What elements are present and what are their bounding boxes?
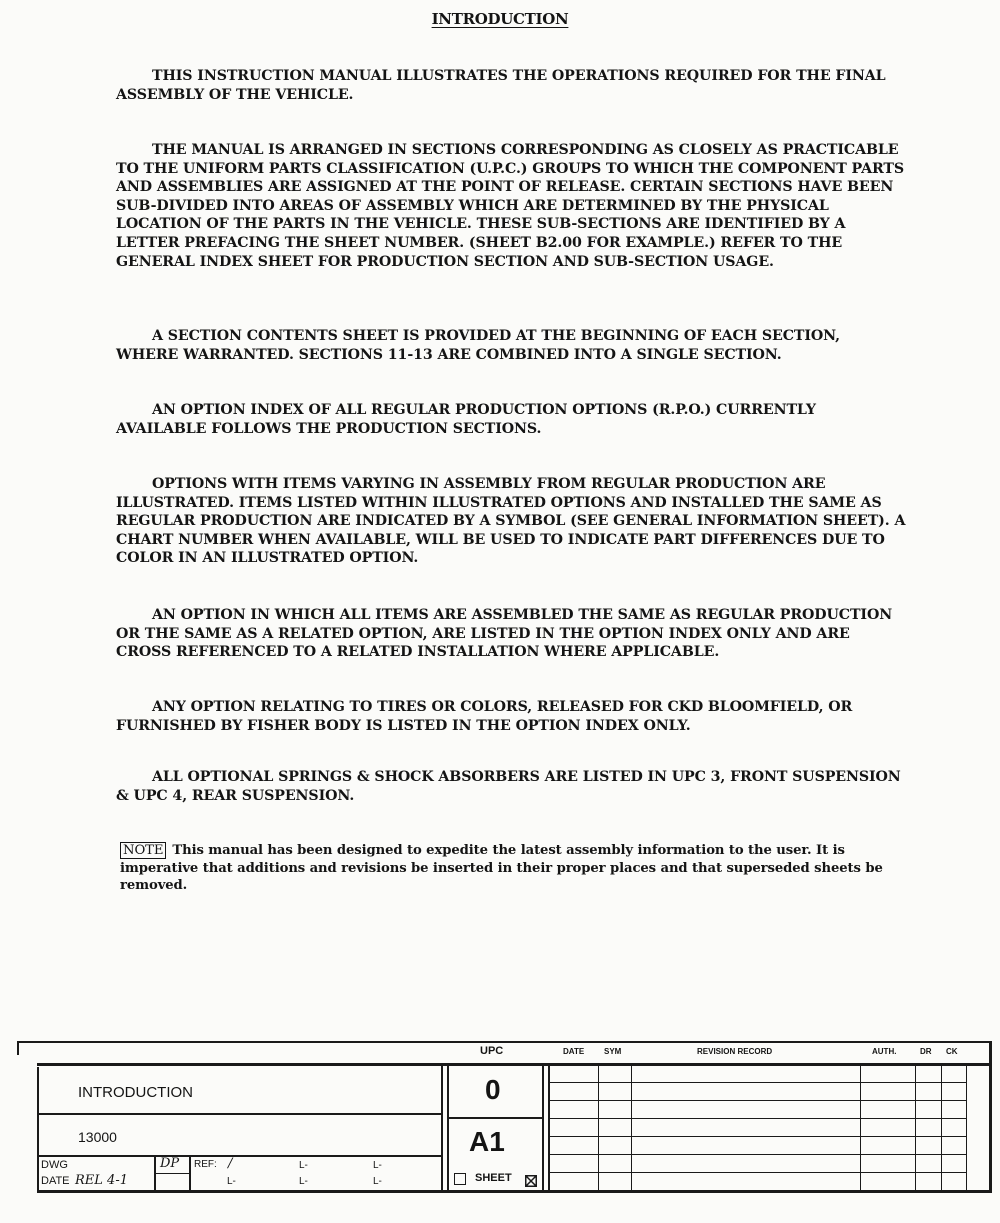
note-text: This manual has been designed to expedite the latest assembly information to the user. It is imperative that additions and revisions be inserted in their proper places and that superseded sheets be removed. xyxy=(120,843,883,893)
paragraph-section-contents: A SECTION CONTENTS SHEET IS PROVIDED AT THE BEGINNING OF EACH SECTION, WHERE WARRANTED. SECTIONS 11-13 ARE COMBINED INTO A SINGLE SECTION. xyxy=(116,328,840,363)
page-title: INTRODUCTION xyxy=(431,10,569,28)
paragraph-tires-colors: ANY OPTION RELATING TO TIRES OR COLORS, RELEASED FOR CKD BLOOMFIELD, OR FURNISHED BY FISHER BODY IS LISTED IN THE OPTION INDEX ONLY. xyxy=(116,699,853,734)
checkbox-icon xyxy=(454,1173,466,1185)
date-value: REL 4-1 xyxy=(75,1173,128,1188)
revision-record-header: REVISION RECORD xyxy=(697,1047,773,1056)
revision-dr-header: DR xyxy=(920,1047,932,1056)
paragraph-arrangement: THE MANUAL IS ARRANGED IN SECTIONS CORRESPONDING AS CLOSELY AS PRACTICABLE TO THE UNIFORM PARTS CLASSIFICATION (U.P.C.) GROUPS TO WHICH THE COMPONENT PARTS AND ASSEMBLIES ARE ASSIGNED AT THE POINT OF RELEASE. CERTAIN SECTIONS HAVE BEEN SUB-DIVIDED INTO AREAS OF ASSEMBLY WHICH ARE DETERMINED BY THE PHYSICAL LOCATION OF THE PARTS IN THE VEHICLE. THESE SUB-SECTIONS ARE IDENTIFIED BY A LETTER PREFACING THE SHEET NUMBER. (SHEET B2.00 FOR EXAMPLE.) REFER TO THE GENERAL INDEX SHEET FOR PRODUCTION SECTION AND SUB-SECTION USAGE. xyxy=(116,142,905,270)
l-mark: L- xyxy=(299,1176,308,1187)
title-block xyxy=(17,1039,992,1194)
sheet-value: A1 xyxy=(469,1126,505,1157)
revision-date-header: DATE xyxy=(563,1047,585,1056)
revision-sym-header: SYM xyxy=(604,1047,622,1056)
paragraph-related-options: AN OPTION IN WHICH ALL ITEMS ARE ASSEMBLED THE SAME AS REGULAR PRODUCTION OR THE SAME AS A RELATED OPTION, ARE LISTED IN THE OPTION INDEX ONLY AND ARE CROSS REFERENCED TO A RELATED INSTALLATION WHERE APPLICABLE. xyxy=(116,607,893,661)
l-mark: L- xyxy=(299,1160,308,1171)
checked-box-icon xyxy=(525,1172,537,1184)
drawing-number: 13000 xyxy=(78,1129,117,1145)
revision-auth-header: AUTH. xyxy=(872,1047,897,1056)
note-label: NOTE xyxy=(120,842,166,859)
paragraph-option-index: AN OPTION INDEX OF ALL REGULAR PRODUCTION OPTIONS (R.P.O.) CURRENTLY AVAILABLE FOLLOWS THE PRODUCTION SECTIONS. xyxy=(116,402,816,437)
paragraph-illustrated-options: OPTIONS WITH ITEMS VARYING IN ASSEMBLY FROM REGULAR PRODUCTION ARE ILLUSTRATED. ITEMS LISTED WITHIN ILLUSTRATED OPTIONS AND INSTALLED THE SAME AS REGULAR PRODUCTION ARE INDICATED BY A SYMBOL (SEE GENERAL INFORMATION SHEET). A CHART NUMBER WHEN AVAILABLE, WILL BE USED TO INDICATE PART DIFFERENCES DUE TO COLOR IN AN ILLUSTRATED OPTION. xyxy=(116,476,906,567)
drawing-name: INTRODUCTION xyxy=(78,1084,193,1101)
dp-mark: DP xyxy=(160,1156,180,1171)
paragraph-springs: ALL OPTIONAL SPRINGS & SHOCK ABSORBERS ARE LISTED IN UPC 3, FRONT SUSPENSION & UPC 4, REAR SUSPENSION. xyxy=(116,769,901,804)
dwg-label: DWG xyxy=(41,1159,68,1171)
upc-value: 0 xyxy=(485,1074,501,1105)
ref-label: REF: xyxy=(194,1159,217,1170)
paragraph-intro: THIS INSTRUCTION MANUAL ILLUSTRATES THE OPERATIONS REQUIRED FOR THE FINAL ASSEMBLY OF THE VEHICLE. xyxy=(116,68,886,103)
l-mark: L- xyxy=(373,1176,382,1187)
upc-header: UPC xyxy=(480,1045,504,1057)
l-mark: L- xyxy=(227,1176,236,1187)
sheet-label: SHEET xyxy=(475,1172,512,1184)
ref-value: / xyxy=(228,1156,233,1171)
date-label: DATE xyxy=(41,1175,70,1187)
revision-ck-header: CK xyxy=(946,1047,958,1056)
note-block xyxy=(120,842,920,895)
l-mark: L- xyxy=(373,1160,382,1171)
